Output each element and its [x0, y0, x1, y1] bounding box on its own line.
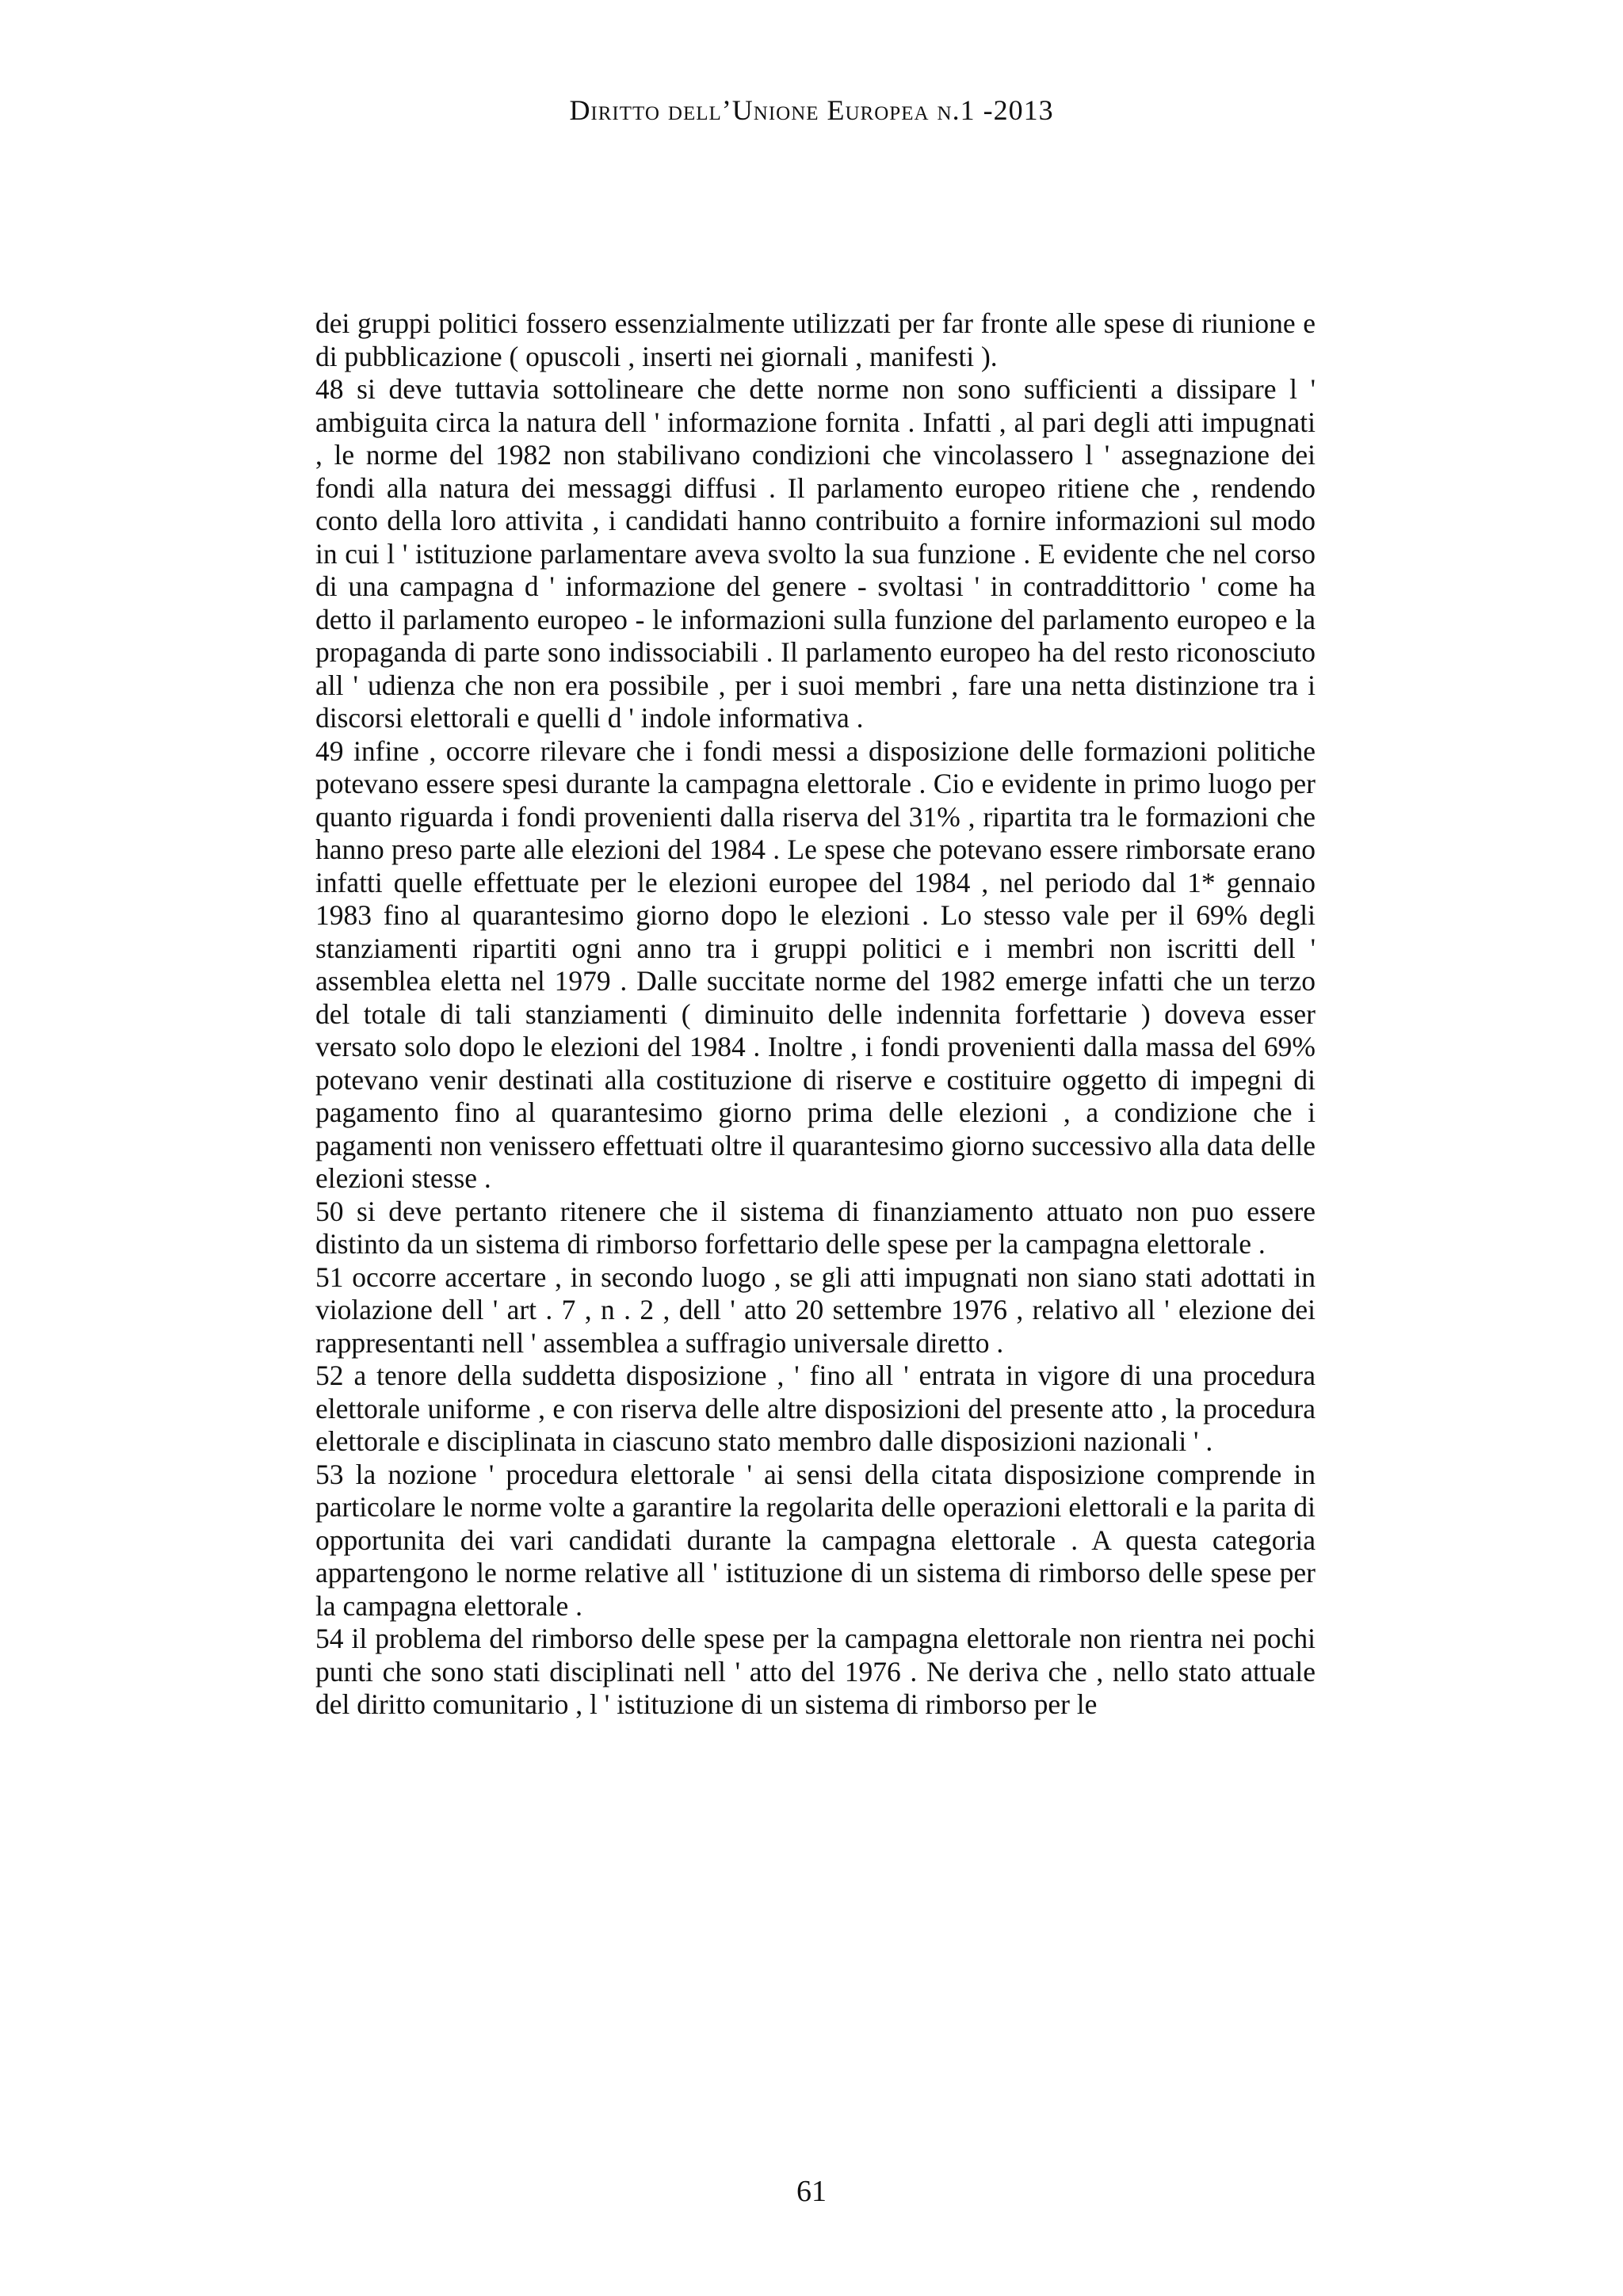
- page-number: 61: [796, 2175, 827, 2208]
- paragraph-53: 53 la nozione ' procedura elettorale ' ai sensi della citata disposizione comprende in particolare le norme volte a garantire la regolarita delle operazioni elettorali e la parita di opportunita dei vari candidati durante la campagna elettorale . A questa categoria appartengono le norme relative all ' istituzione di un sistema di rimborso delle spese per la campagna elettorale .: [315, 1458, 1316, 1622]
- paragraph-50: 50 si deve pertanto ritenere che il sistema di finanziamento attuato non puo essere distinto da un sistema di rimborso forfettario delle spese per la campagna elettorale .: [315, 1195, 1316, 1260]
- paragraph-51: 51 occorre accertare , in secondo luogo , se gli atti impugnati non siano stati adottati in violazione dell ' art . 7 , n . 2 , dell ' atto 20 settembre 1976 , relativo all ' elezione dei rappresentanti nell ' assemblea a suffragio universale diretto .: [315, 1261, 1316, 1359]
- running-header: Diritto dell’Unione Europea n.1 -2013: [569, 94, 1054, 126]
- paragraph-49: 49 infine , occorre rilevare che i fondi messi a disposizione delle formazioni politiche potevano essere spesi durante la campagna elettorale . Cio e evidente in primo luogo per quanto riguarda i fondi provenienti dalla riserva del 31% , ripartita tra le formazioni che hanno preso parte alle elezioni del 1984 . Le spese che potevano essere rimborsate erano infatti quelle effettuate per le elezioni europee del 1984 , nel periodo dal 1* gennaio 1983 fino al quarantesimo giorno dopo le elezioni . Lo stesso vale per il 69% degli stanziamenti ripartiti ogni anno tra i gruppi politici e i membri non iscritti dell ' assemblea eletta nel 1979 . Dalle succitate norme del 1982 emerge infatti che un terzo del totale di tali stanziamenti ( diminuito delle indennita forfettarie ) doveva esser versato solo dopo le elezioni del 1984 . Inoltre , i fondi provenienti dalla massa del 69% potevano venir destinati alla costituzione di riserve e costituire oggetto di impegni di pagamento fino al quarantesimo giorno prima delle elezioni , a condizione che i pagamenti non venissero effettuati oltre il quarantesimo giorno successivo alla data delle elezioni stesse .: [315, 734, 1316, 1194]
- paragraph: dei gruppi politici fossero essenzialmente utilizzati per far fronte alle spese di riunione e di pubblicazione ( opuscoli , inserti nei giornali , manifesti ).: [315, 307, 1316, 372]
- paragraph-52: 52 a tenore della suddetta disposizione , ' fino all ' entrata in vigore di una procedura elettorale uniforme , e con riserva delle altre disposizioni del presente atto , la procedura elettorale e disciplinata in ciascuno stato membro dalle disposizioni nazionali ' .: [315, 1360, 1316, 1457]
- body-text: [315, 307, 1316, 1722]
- paragraph-48: 48 si deve tuttavia sottolineare che dette norme non sono sufficienti a dissipare l ' ambiguita circa la natura dell ' informazione fornita . Infatti , al pari degli atti impugnati , le norme del 1982 non stabilivano condizioni che vincolassero l ' assegnazione dei fondi alla natura dei messaggi diffusi . Il parlamento europeo ritiene che , rendendo conto della loro attivita , i candidati hanno contribuito a fornire informazioni sul modo in cui l ' istituzione parlamentare aveva svolto la sua funzione . E evidente che nel corso di una campagna d ' informazione del genere - svoltasi ' in contraddittorio ' come ha detto il parlamento europeo - le informazioni sulla funzione del parlamento europeo e la propaganda di parte sono indissociabili . Il parlamento europeo ha del resto riconosciuto all ' udienza che non era possibile , per i suoi membri , fare una netta distinzione tra i discorsi elettorali e quelli d ' indole informativa .: [315, 373, 1316, 734]
- paragraph-54: 54 il problema del rimborso delle spese per la campagna elettorale non rientra nei pochi punti che sono stati disciplinati nell ' atto del 1976 . Ne deriva che , nello stato attuale del diritto comunitario , l ' istituzione di un sistema di rimborso per le: [315, 1623, 1316, 1720]
